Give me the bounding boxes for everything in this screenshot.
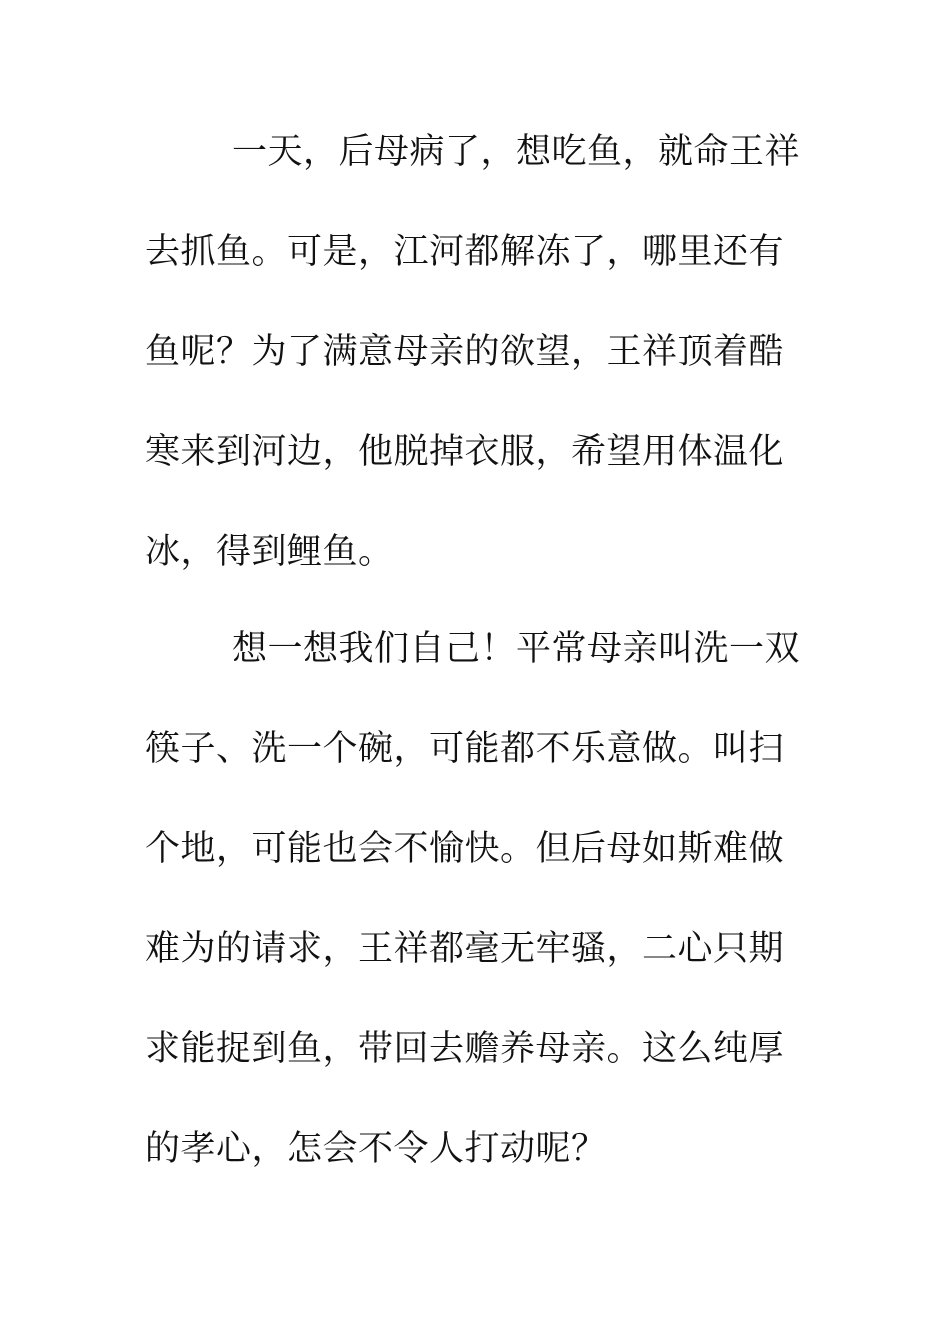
text-line: 的孝心，怎会不令人打动呢？ — [145, 1129, 607, 1169]
text-line: 求能捉到鱼，带回去赡养母亲。这么纯厚 — [145, 1029, 785, 1069]
text-line: 冰，得到鲤鱼。 — [145, 532, 394, 572]
text-line: 一天，后母病了，想吃鱼，就命王祥 — [232, 132, 801, 172]
text-line: 筷子、洗一个碗，可能都不乐意做。叫扫 — [145, 729, 785, 769]
text-line: 鱼呢？为了满意母亲的欲望，王祥顶着酷 — [145, 332, 785, 372]
text-line: 去抓鱼。可是，江河都解冻了，哪里还有 — [145, 232, 785, 272]
text-line: 个地，可能也会不愉快。但后母如斯难做 — [145, 829, 785, 869]
text-line: 想一想我们自己！平常母亲叫洗一双 — [232, 629, 801, 669]
text-line: 难为的请求，王祥都毫无牢骚，二心只期 — [145, 929, 785, 969]
text-line: 寒来到河边，他脱掉衣服，希望用体温化 — [145, 432, 785, 472]
